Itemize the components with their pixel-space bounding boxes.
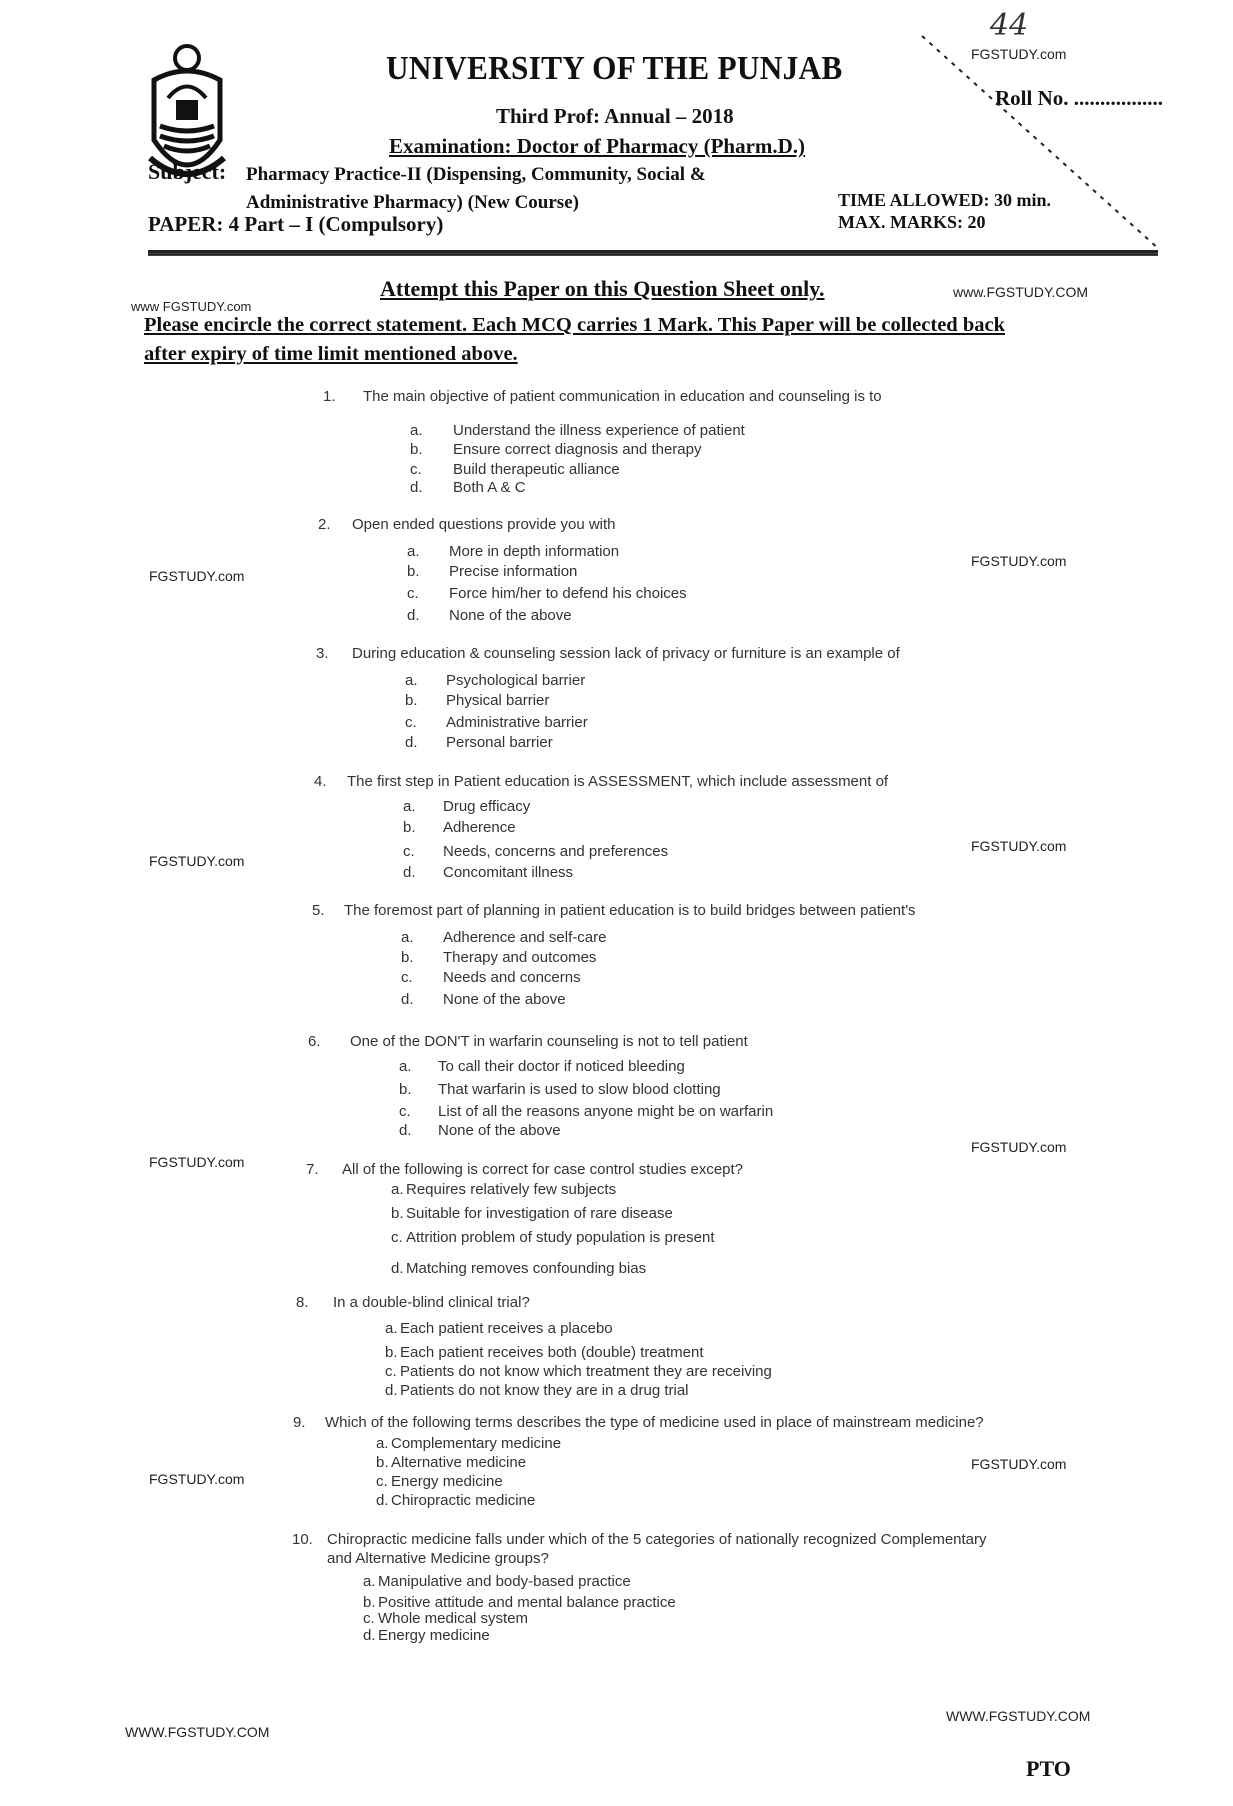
question-text: One of the DON'T in warfarin counseling is not to tell patient [350,1033,748,1050]
option-letter: c. [363,1610,375,1627]
watermark: WWW.FGSTUDY.COM [125,1724,270,1740]
question-number: 9. [293,1414,306,1431]
option-text[interactable]: Energy medicine [391,1473,503,1490]
option-text[interactable]: Adherence [443,819,516,836]
option-text[interactable]: Each patient receives a placebo [400,1320,613,1337]
option-letter: c. [410,461,422,478]
option-letter: a. [410,422,423,439]
option-text[interactable]: More in depth information [449,543,620,560]
question-text: The main objective of patient communication in education and counseling is to [363,388,882,405]
option-letter: a. [385,1320,398,1337]
question-text: In a double-blind clinical trial? [333,1294,530,1311]
option-text[interactable]: Manipulative and body-based practice [378,1573,631,1590]
option-letter: a. [407,543,420,560]
option-text[interactable]: Patients do not know which treatment they are receiving [400,1363,772,1380]
watermark: FGSTUDY.com [971,1139,1067,1155]
option-letter: c. [401,969,413,986]
question-number: 8. [296,1294,309,1311]
question-text: and Alternative Medicine groups? [327,1550,549,1567]
option-text[interactable]: Energy medicine [378,1627,490,1644]
option-letter: d. [407,607,420,624]
question-text: During education & counseling session lack of privacy or furniture is an example of [352,645,900,662]
watermark: FGSTUDY.com [971,46,1067,62]
option-text[interactable]: Chiropractic medicine [391,1492,536,1509]
option-letter: c. [403,843,415,860]
time-allowed: TIME ALLOWED: 30 min. [838,190,1052,210]
watermark: FGSTUDY.com [971,838,1067,854]
option-letter: b. [376,1454,389,1471]
option-text[interactable]: List of all the reasons anyone might be on warfarin [438,1103,774,1120]
option-letter: d. [391,1260,404,1277]
option-text[interactable]: Needs, concerns and preferences [443,843,669,860]
option-letter: b. [385,1344,398,1361]
option-letter: b. [391,1205,404,1222]
option-letter: d. [403,864,416,881]
question-number: 3. [316,645,329,662]
question-number: 2. [318,516,331,533]
question-number: 4. [314,773,327,790]
university-title: UNIVERSITY OF THE PUNJAB [386,50,843,87]
option-text[interactable]: Concomitant illness [443,864,574,881]
option-text[interactable]: Adherence and self-care [443,929,607,946]
option-text[interactable]: None of the above [438,1122,561,1139]
watermark: FGSTUDY.com [149,1471,245,1487]
option-text[interactable]: Whole medical system [378,1610,529,1627]
option-text[interactable]: Positive attitude and mental balance practice [378,1594,676,1611]
option-letter: a. [376,1435,389,1452]
option-text[interactable]: Build therapeutic alliance [453,461,620,478]
watermark: FGSTUDY.com [149,568,245,584]
option-text[interactable]: Requires relatively few subjects [406,1181,617,1198]
watermark: www.FGSTUDY.COM [953,284,1089,300]
subject-label: Subject: [148,159,227,184]
subject-line-2: Administrative Pharmacy) (New Course) [246,192,579,213]
option-letter: d. [363,1627,376,1644]
watermark: www FGSTUDY.com [131,299,252,314]
option-text[interactable]: Precise information [449,563,578,580]
option-letter: c. [407,585,419,602]
exam-session: Third Prof: Annual – 2018 [496,104,734,128]
question-text: All of the following is correct for case control studies except? [342,1161,744,1178]
encircle-instruction-line-1: Please encircle the correct statement. Each MCQ carries 1 Mark. This Paper will be collected back [144,314,1005,336]
question-number: 7. [306,1161,319,1178]
option-text[interactable]: Needs and concerns [443,969,581,986]
option-letter: b. [410,441,423,458]
question-text: Chiropractic medicine falls under which of the 5 categories of nationally recognized Complementary [327,1531,987,1548]
subject-line-1: Pharmacy Practice-II (Dispensing, Community, Social & [246,164,706,185]
option-letter: b. [405,692,418,709]
question-number: 5. [312,902,325,919]
option-text[interactable]: Physical barrier [446,692,550,709]
option-letter: a. [403,798,416,815]
question-text: The foremost part of planning in patient education is to build bridges between patient's [344,902,916,919]
roll-number-cut-line [0,0,1233,265]
paper-info: PAPER: 4 Part – I (Compulsory) [148,212,444,236]
question-number: 1. [323,388,336,405]
roll-number-field: Roll No. ................. [995,86,1163,110]
option-letter: a. [363,1573,376,1590]
question-text: Open ended questions provide you with [352,516,616,533]
option-text[interactable]: Complementary medicine [391,1435,562,1452]
option-letter: b. [407,563,420,580]
option-letter: d. [376,1492,389,1509]
option-text[interactable]: Each patient receives both (double) treatment [400,1344,704,1361]
option-text[interactable]: Drug efficacy [443,798,531,815]
watermark: FGSTUDY.com [149,853,245,869]
option-letter: c. [399,1103,411,1120]
option-letter: a. [401,929,414,946]
option-text[interactable]: Suitable for investigation of rare disease [406,1205,673,1222]
option-text[interactable]: Matching removes confounding bias [406,1260,647,1277]
option-text[interactable]: None of the above [449,607,572,624]
option-letter: a. [405,672,418,689]
option-letter: c. [391,1229,403,1246]
option-letter: d. [410,479,423,496]
option-text[interactable]: Personal barrier [446,734,553,751]
option-text[interactable]: To call their doctor if noticed bleeding [438,1058,685,1075]
watermark: WWW.FGSTUDY.COM [946,1708,1091,1724]
question-number: 10. [292,1531,313,1548]
option-text[interactable]: Ensure correct diagnosis and therapy [453,441,702,458]
attempt-instruction: Attempt this Paper on this Question Sheet only. [380,276,825,301]
option-text[interactable]: Both A & C [453,479,526,496]
option-letter: d. [401,991,414,1008]
option-letter: d. [405,734,418,751]
option-letter: a. [399,1058,412,1075]
option-text[interactable]: Therapy and outcomes [443,949,597,966]
option-letter: c. [376,1473,388,1490]
option-letter: a. [391,1181,404,1198]
option-letter: b. [363,1594,376,1611]
max-marks: MAX. MARKS: 20 [838,212,986,232]
option-letter: d. [385,1382,398,1399]
please-turn-over: PTO [1026,1756,1071,1781]
option-text[interactable]: Understand the illness experience of patient [453,422,745,439]
option-text[interactable]: Administrative barrier [446,714,588,731]
option-text[interactable]: Alternative medicine [391,1454,527,1471]
option-letter: b. [399,1081,412,1098]
option-text[interactable]: None of the above [443,991,566,1008]
option-letter: c. [405,714,417,731]
question-text: The first step in Patient education is ASSESSMENT, which include assessment of [347,773,889,790]
watermark: FGSTUDY.com [149,1154,245,1170]
examination-title: Examination: Doctor of Pharmacy (Pharm.D.) [389,134,806,158]
option-text[interactable]: Force him/her to defend his choices [449,585,687,602]
option-letter: b. [403,819,416,836]
encircle-instruction-line-2: after expiry of time limit mentioned above. [144,343,518,365]
option-text[interactable]: Patients do not know they are in a drug trial [400,1382,689,1399]
question-text: Which of the following terms describes the type of medicine used in place of mainstream medicine? [325,1414,984,1431]
option-text[interactable]: Psychological barrier [446,672,586,689]
option-letter: c. [385,1363,397,1380]
option-letter: b. [401,949,414,966]
option-text[interactable]: That warfarin is used to slow blood clotting [438,1081,721,1098]
option-letter: d. [399,1122,412,1139]
watermark: FGSTUDY.com [971,1456,1067,1472]
watermark: FGSTUDY.com [971,553,1067,569]
page-number-handwritten: 44 [990,8,1029,43]
question-number: 6. [308,1033,321,1050]
option-text[interactable]: Attrition problem of study population is present [406,1229,715,1246]
